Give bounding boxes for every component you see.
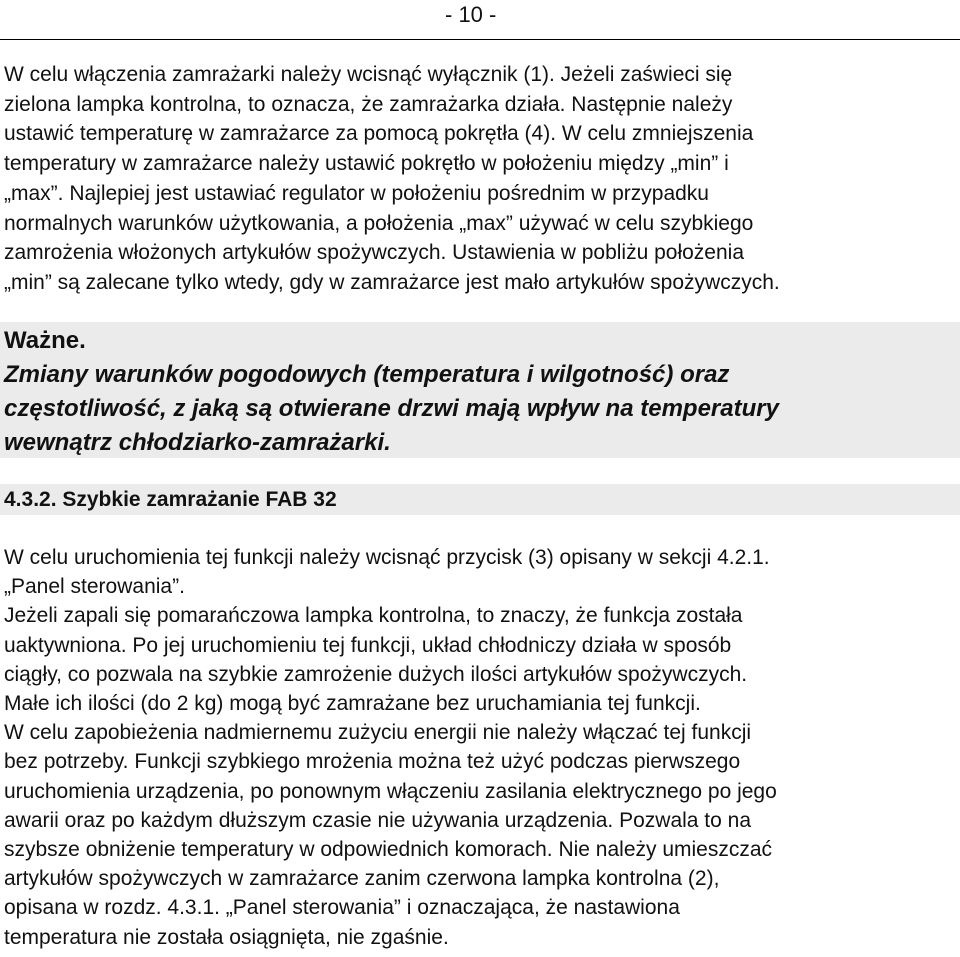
note-line: wewnątrz chłodziarko-zamrażarki. [4, 429, 391, 456]
section-line: Jeżeli zapali się pomarańczowa lampka kontrolna, to znaczy, że funkcja została [4, 604, 743, 628]
section-line: temperatura nie została osiągnięta, nie zgaśnie. [4, 925, 449, 949]
intro-line: „min” są zalecane tylko wtedy, gdy w zamrażarce jest mało artykułów spożywczych. [4, 270, 780, 294]
important-note-box [0, 322, 960, 458]
intro-line: normalnych warunków użytkowania, a położenia „max” używać w celu szybkiego [4, 211, 754, 235]
header-rule [0, 39, 960, 40]
section-line: bez potrzeby. Funkcji szybkiego mrożenia można też użyć podczas pierwszego [4, 750, 741, 774]
section-line: awarii oraz po każdym dłuższym czasie nie używania urządzenia. Pozwala to na [4, 808, 752, 832]
section-line: W celu zapobieżenia nadmiernemu zużyciu energii nie należy włączać tej funkcji [4, 721, 752, 745]
section-line: W celu uruchomienia tej funkcji należy wcisnąć przycisk (3) opisany w sekcji 4.2.1. [4, 546, 770, 569]
note-line: częstotliwość, z jaką są otwierane drzwi mają wpływ na temperatury [4, 395, 779, 422]
important-note-label: Ważne. [4, 327, 86, 354]
section-heading-box [0, 484, 960, 515]
intro-paragraph [4, 60, 956, 298]
intro-line: zielona lampka kontrolna, to oznacza, że zamrażarka działa. Następnie należy [4, 92, 733, 116]
section-line: uruchomienia urządzenia, po ponownym włączeniu zasilania elektrycznego po jego [4, 779, 777, 803]
section-line: opisana w rozdz. 4.3.1. „Panel sterowania” i oznaczająca, że nastawiona [4, 896, 680, 920]
section-line: szybsze obniżenie temperatury w odpowiednich komorach. Nie należy umieszczać [4, 838, 773, 862]
intro-line: temperatury w zamrażarce należy ustawić pokrętło w położeniu między „min” i [4, 152, 729, 176]
section-line: Małe ich ilości (do 2 kg) mogą być zamrażane bez uruchamiania tej funkcji. [4, 692, 701, 716]
intro-line: zamrożenia włożonych artykułów spożywczych. Ustawienia w pobliżu położenia [4, 241, 745, 265]
intro-line: „max”. Najlepiej jest ustawiać regulator w położeniu pośrednim w przypadku [4, 181, 709, 205]
section-body [4, 543, 956, 952]
section-line: ciągły, co pozwala na szybkie zamrożenie dużych ilości artykułów spożywczych. [4, 662, 748, 686]
page-number: - 10 - [445, 2, 497, 27]
intro-line: ustawić temperaturę w zamrażarce za pomocą pokrętła (4). W celu zmniejszenia [4, 122, 754, 146]
section-line: artykułów spożywczych w zamrażarce zanim czerwona lampka kontrolna (2), [4, 867, 720, 891]
note-line: Zmiany warunków pogodowych (temperatura i wilgotność) oraz [4, 361, 730, 388]
intro-line: W celu włączenia zamrażarki należy wcisnąć wyłącznik (1). Jeżeli zaświeci się [4, 63, 733, 86]
section-line: „Panel sterowania”. [4, 575, 185, 599]
section-heading: 4.3.2. Szybkie zamrażanie FAB 32 [4, 488, 337, 511]
section-line: uaktywniona. Po jej uruchomieniu tej funkcji, układ chłodniczy działa w sposób [4, 633, 732, 657]
important-note-text [4, 324, 779, 460]
